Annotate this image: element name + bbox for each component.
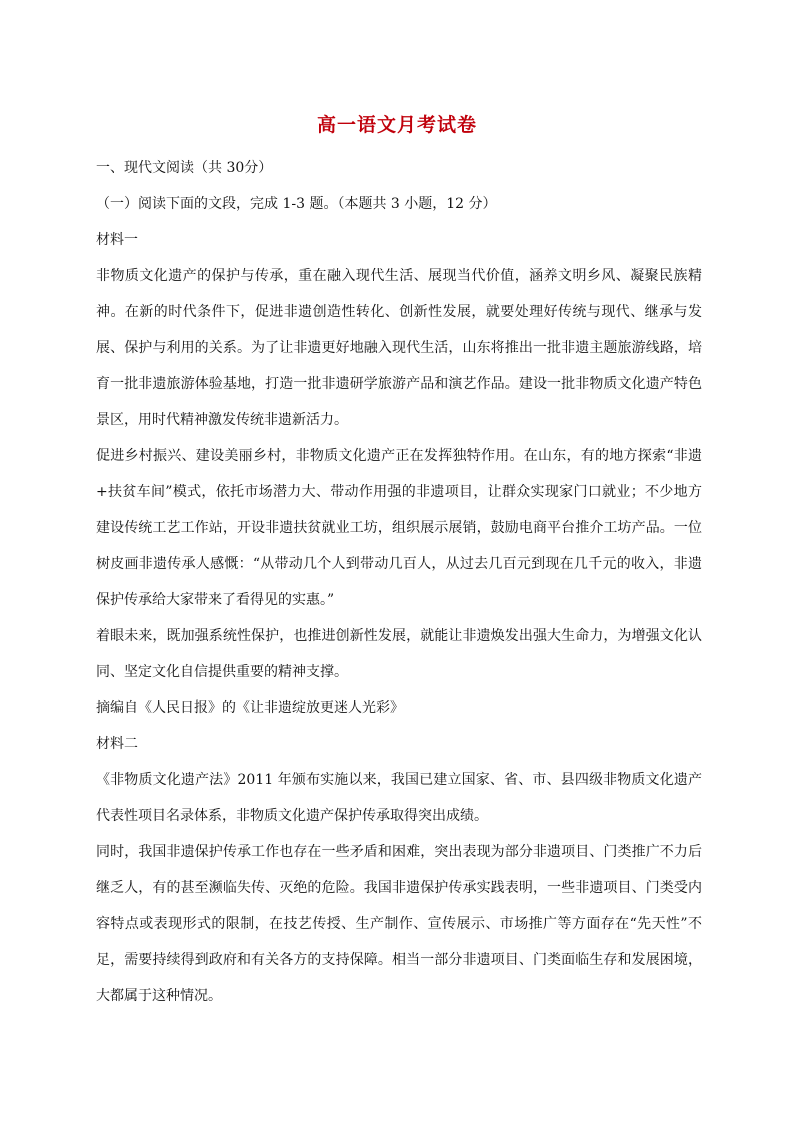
material2-paragraph-2: 同时，我国非遗保护传承工作也存在一些矛盾和困难，突出表现为部分非遗项目、门类推广不力后继乏人，有的甚至濒临失传、灭绝的危险。我国非遗保护传承实践表明，一些非遗项目、门类受内容特点或表现形式的限制，在技艺传授、生产制作、宣传展示、市场推广等方面存在“先天性”不足，需要持续得到政府和有关各方的支持保障。相当一部分非遗项目、门类面临生存和发展困境，大都属于这种情况。	[96, 844, 702, 1004]
material2-label: 材料二	[96, 736, 138, 752]
material1-label: 材料一	[96, 232, 138, 248]
subsection-instruction: （一）阅读下面的文段，完成 1-3 题。（本题共 3 小题，12 分）	[96, 196, 497, 212]
material2-paragraph-1: 《非物质文化遗产法》2011 年颁布实施以来，我国已建立国家、省、市、县四级非物质文化遗产代表性项目名录体系，非物质文化遗产保护传承取得突出成绩。	[96, 772, 702, 824]
exam-content	[96, 150, 702, 1014]
material1-paragraph-1: 非物质文化遗产的保护与传承，重在融入现代生活、展现当代价值，涵养文明乡风、凝聚民族精神。在新的时代条件下，促进非遗创造性转化、创新性发展，就要处理好传统与现代、继承与发展、保护与利用的关系。为了让非遗更好地融入现代生活，山东将推出一批非遗主题旅游线路，培育一批非遗旅游体验基地，打造一批非遗研学旅游产品和演艺作品。建设一批非物质文化遗产特色景区，用时代精神激发传统非遗新活力。	[96, 268, 702, 428]
section-heading: 一、现代文阅读（共 30分）	[96, 160, 273, 176]
material1-source: 摘编自《人民日报》的《让非遗绽放更迷人光彩》	[96, 700, 404, 716]
material1-paragraph-3: 着眼未来，既加强系统性保护，也推进创新性发展，就能让非遗焕发出强大生命力，为增强文化认同、坚定文化自信提供重要的精神支撑。	[96, 628, 702, 680]
exam-title: 高一语文月考试卷	[316, 114, 477, 136]
material1-paragraph-2: 促进乡村振兴、建设美丽乡村，非物质文化遗产正在发挥独特作用。在山东，有的地方探索“非遗+扶贫车间”模式，依托市场潜力大、带动作用强的非遗项目，让群众实现家门口就业；不少地方建设传统工艺工作站，开设非遗扶贫就业工坊，组织展示展销，鼓励电商平台推介工坊产品。一位树皮画非遗传承人感慨：“从带动几个人到带动几百人，从过去几百元到现在几千元的收入，非遗保护传承给大家带来了看得见的实惠。”	[96, 448, 702, 608]
